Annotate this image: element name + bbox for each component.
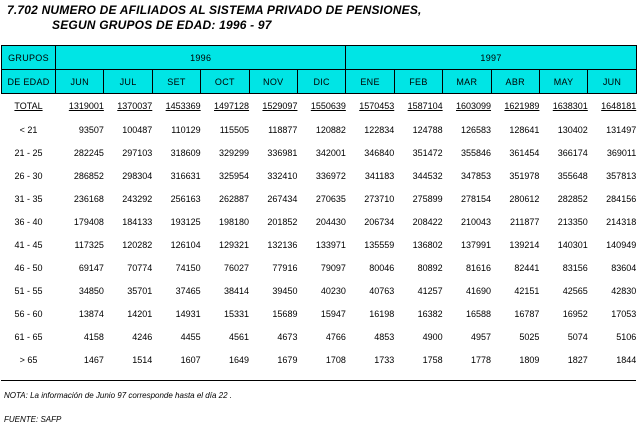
table-cell: 1708 [325, 354, 346, 365]
table-cell: 336981 [267, 147, 298, 158]
table-cell: 15689 [272, 308, 298, 319]
table-cell: 110129 [171, 124, 201, 135]
table-row [2, 279, 637, 302]
table-cell: 39450 [272, 285, 298, 296]
header-month-1997-ene: ENE [346, 70, 394, 94]
header-month-1996-nov: NOV [249, 70, 297, 94]
source-text: FUENTE: SAFP [4, 415, 62, 424]
header-row-years [2, 46, 637, 70]
table-cell: 355648 [557, 170, 588, 181]
table-cell: 208422 [412, 216, 443, 227]
table-row [2, 187, 637, 210]
table-cell: 126104 [170, 239, 201, 250]
row-label: 21 - 25 [14, 147, 43, 158]
table-cell: 270635 [315, 193, 346, 204]
table-cell: 130402 [557, 124, 588, 135]
table-cell: 1529097 [262, 101, 298, 111]
header-month-1997-may: MAY [539, 70, 587, 94]
table-cell: 16588 [466, 308, 492, 319]
table-cell: 351978 [509, 170, 540, 181]
header-de-edad: DE EDAD [2, 70, 56, 94]
table-cell: 13874 [78, 308, 104, 319]
table-cell: 120282 [122, 239, 153, 250]
table-cell: 236168 [73, 193, 104, 204]
table-cell: 42830 [611, 285, 637, 296]
row-label: 61 - 65 [14, 331, 43, 342]
table-row [2, 325, 637, 348]
row-label: 41 - 45 [14, 239, 43, 250]
header-year-1996: 1996 [56, 46, 346, 70]
table-cell: 4158 [83, 331, 104, 342]
table-cell: 69147 [78, 262, 104, 273]
table-cell: 267434 [267, 193, 298, 204]
table-cell: 80892 [417, 262, 443, 273]
table-body [2, 94, 637, 372]
row-label: > 65 [19, 354, 38, 365]
table-cell: 344532 [412, 170, 443, 181]
table-cell: 42565 [562, 285, 588, 296]
table-cell: 184133 [122, 216, 153, 227]
table-cell: 1733 [374, 354, 395, 365]
table-row [2, 118, 637, 141]
row-label: 26 - 30 [14, 170, 43, 181]
table-cell: 41257 [417, 285, 443, 296]
table-cell: 122834 [364, 124, 395, 135]
table-cell: 77916 [272, 262, 298, 273]
table-cell: 4766 [325, 331, 346, 342]
table-cell: 243292 [122, 193, 153, 204]
table-cell: 4455 [180, 331, 201, 342]
table-cell: 4853 [374, 331, 395, 342]
table-cell: 129321 [219, 239, 250, 250]
table-cell: 37465 [175, 285, 201, 296]
table-cell: 1649 [229, 354, 250, 365]
table-cell: 332410 [267, 170, 298, 181]
table-cell: 366174 [557, 147, 588, 158]
table-title-line2: SEGUN GRUPOS DE EDAD: 1996 - 97 [52, 18, 272, 32]
table-cell: 76027 [224, 262, 250, 273]
table-cell: 100487 [122, 124, 153, 135]
row-label: 31 - 35 [14, 193, 43, 204]
table-cell: 1453369 [165, 101, 201, 111]
table-cell: 1319001 [68, 101, 104, 111]
table-cell: 284156 [606, 193, 637, 204]
table-cell: 1638301 [552, 101, 588, 111]
row-label: < 21 [19, 124, 38, 135]
table-cell: 1514 [132, 354, 153, 365]
table-cell: 201852 [267, 216, 298, 227]
row-label: 46 - 50 [14, 262, 43, 273]
table-cell: 83604 [611, 262, 637, 273]
table-cell: 137991 [460, 239, 492, 250]
table-row [2, 302, 637, 325]
table-cell: 298304 [122, 170, 153, 181]
table-cell: 4673 [277, 331, 298, 342]
table-cell: 329299 [219, 147, 250, 158]
table-cell: 204430 [315, 216, 346, 227]
bottom-rule [1, 380, 636, 381]
table-cell: 278154 [460, 193, 492, 204]
table-cell: 1370037 [117, 101, 153, 111]
table-cell: 16952 [562, 308, 588, 319]
table-cell: 41690 [466, 285, 492, 296]
table-cell: 273710 [364, 193, 395, 204]
table-cell: 35701 [127, 285, 153, 296]
table-cell: 369011 [606, 147, 637, 158]
header-month-1997-feb: FEB [394, 70, 442, 94]
table-cell: 120882 [315, 124, 346, 135]
table-cell: 131497 [606, 124, 637, 135]
table-cell: 1497128 [214, 101, 250, 111]
table-cell: 4561 [229, 331, 250, 342]
note-text: NOTA: La información de Junio 97 corresponde hasta el día 22 . [4, 391, 232, 400]
table-cell: 1844 [616, 354, 637, 365]
table-cell: 70774 [127, 262, 153, 273]
table-cell: 140301 [557, 239, 588, 250]
table-cell: 16198 [369, 308, 395, 319]
table-cell: 193125 [170, 216, 201, 227]
table-cell: 118877 [268, 124, 298, 135]
header-month-1996-set: SET [152, 70, 200, 94]
table-cell: 126583 [460, 124, 492, 135]
table-cell: 1607 [180, 354, 201, 365]
header-row-months [2, 70, 637, 94]
header-month-1996-jul: JUL [104, 70, 152, 94]
table-cell: 318609 [170, 147, 201, 158]
table-cell: 1570453 [359, 101, 395, 111]
table-cell: 139214 [509, 239, 540, 250]
header-month-1997-abr: ABR [491, 70, 539, 94]
table-cell: 347853 [460, 170, 492, 181]
table-cell: 82441 [514, 262, 540, 273]
table-cell: 1758 [422, 354, 443, 365]
table-row [2, 233, 637, 256]
table-cell: 1603099 [455, 101, 492, 111]
table-cell: 210043 [460, 216, 492, 227]
table-cell: 361454 [509, 147, 540, 158]
table-cell: 198180 [219, 216, 250, 227]
table-cell: 4900 [422, 331, 443, 342]
table-cell: 42151 [514, 285, 540, 296]
header-year-1997: 1997 [346, 46, 636, 70]
table-cell: 1467 [83, 354, 104, 365]
table-cell: 316631 [170, 170, 201, 181]
table-cell: 282245 [73, 147, 104, 158]
table-cell: 357813 [606, 170, 637, 181]
table-title-line1: 7.702 NUMERO DE AFILIADOS AL SISTEMA PRIVADO DE PENSIONES, [7, 3, 422, 17]
table-cell: 16382 [417, 308, 443, 319]
table-cell: 140949 [606, 239, 637, 250]
table-cell: 346840 [364, 147, 395, 158]
table-cell: 115505 [219, 124, 250, 135]
table-row [2, 348, 637, 371]
table-cell: 128641 [509, 124, 540, 135]
table-cell: 81616 [466, 262, 492, 273]
table-cell: 15331 [224, 308, 250, 319]
table-cell: 1827 [567, 354, 588, 365]
table-cell: 1778 [471, 354, 492, 365]
table-cell: 74150 [175, 262, 201, 273]
header-grupos: GRUPOS [2, 46, 56, 70]
table-cell: 355846 [460, 147, 492, 158]
table-cell: 286852 [73, 170, 104, 181]
table-cell: 214318 [606, 216, 637, 227]
table-cell: 133971 [315, 239, 346, 250]
affiliates-table [1, 45, 637, 371]
table-cell: 83156 [562, 262, 588, 273]
table-row [2, 94, 637, 119]
table-cell: 14201 [127, 308, 153, 319]
table-cell: 136802 [412, 239, 443, 250]
table-cell: 1679 [277, 354, 298, 365]
table-cell: 1550639 [310, 101, 346, 111]
table-cell: 16787 [514, 308, 540, 319]
table-cell: 124788 [412, 124, 443, 135]
table-cell: 117325 [74, 239, 104, 250]
table-cell: 15947 [320, 308, 346, 319]
table-cell: 14931 [175, 308, 201, 319]
table-cell: 325954 [219, 170, 250, 181]
table-cell: 262887 [219, 193, 250, 204]
table-cell: 297103 [122, 147, 153, 158]
table-cell: 40230 [320, 285, 346, 296]
table-row [2, 164, 637, 187]
row-label: 36 - 40 [14, 216, 43, 227]
table-cell: 351472 [412, 147, 443, 158]
table-cell: 17053 [611, 308, 637, 319]
table-row [2, 141, 637, 164]
header-month-1997-jun: JUN [588, 70, 636, 94]
table-cell: 1648181 [601, 101, 637, 111]
table-cell: 79097 [320, 262, 346, 273]
table-row [2, 256, 637, 279]
table-cell: 206734 [364, 216, 395, 227]
table-cell: 213350 [557, 216, 588, 227]
table-cell: 1587104 [407, 101, 443, 111]
table-cell: 211877 [510, 216, 540, 227]
table-cell: 1809 [519, 354, 540, 365]
row-label: TOTAL [14, 101, 43, 111]
header-month-1996-dic: DIC [297, 70, 345, 94]
header-month-1997-mar: MAR [443, 70, 491, 94]
table-cell: 34850 [78, 285, 104, 296]
header-month-1996-oct: OCT [201, 70, 249, 94]
row-label: 56 - 60 [14, 308, 43, 319]
table-cell: 179408 [73, 216, 104, 227]
table-cell: 80046 [369, 262, 395, 273]
table-cell: 132136 [267, 239, 298, 250]
table-cell: 5025 [519, 331, 540, 342]
table-cell: 38414 [224, 285, 250, 296]
table-cell: 40763 [369, 285, 395, 296]
table-cell: 4246 [132, 331, 153, 342]
header-month-1996-jun: JUN [56, 70, 104, 94]
table-cell: 280612 [509, 193, 540, 204]
table-cell: 342001 [315, 147, 346, 158]
table-cell: 275899 [412, 193, 443, 204]
table-cell: 5074 [567, 331, 588, 342]
row-label: 51 - 55 [14, 285, 43, 296]
table-cell: 256163 [170, 193, 201, 204]
table-row [2, 210, 637, 233]
table-cell: 1621989 [504, 101, 540, 111]
table-cell: 93507 [78, 124, 104, 135]
table-cell: 4957 [471, 331, 492, 342]
table-cell: 135559 [364, 239, 395, 250]
table-cell: 336972 [315, 170, 346, 181]
table-cell: 341183 [364, 170, 395, 181]
table-cell: 282852 [557, 193, 588, 204]
table-cell: 5106 [616, 331, 637, 342]
